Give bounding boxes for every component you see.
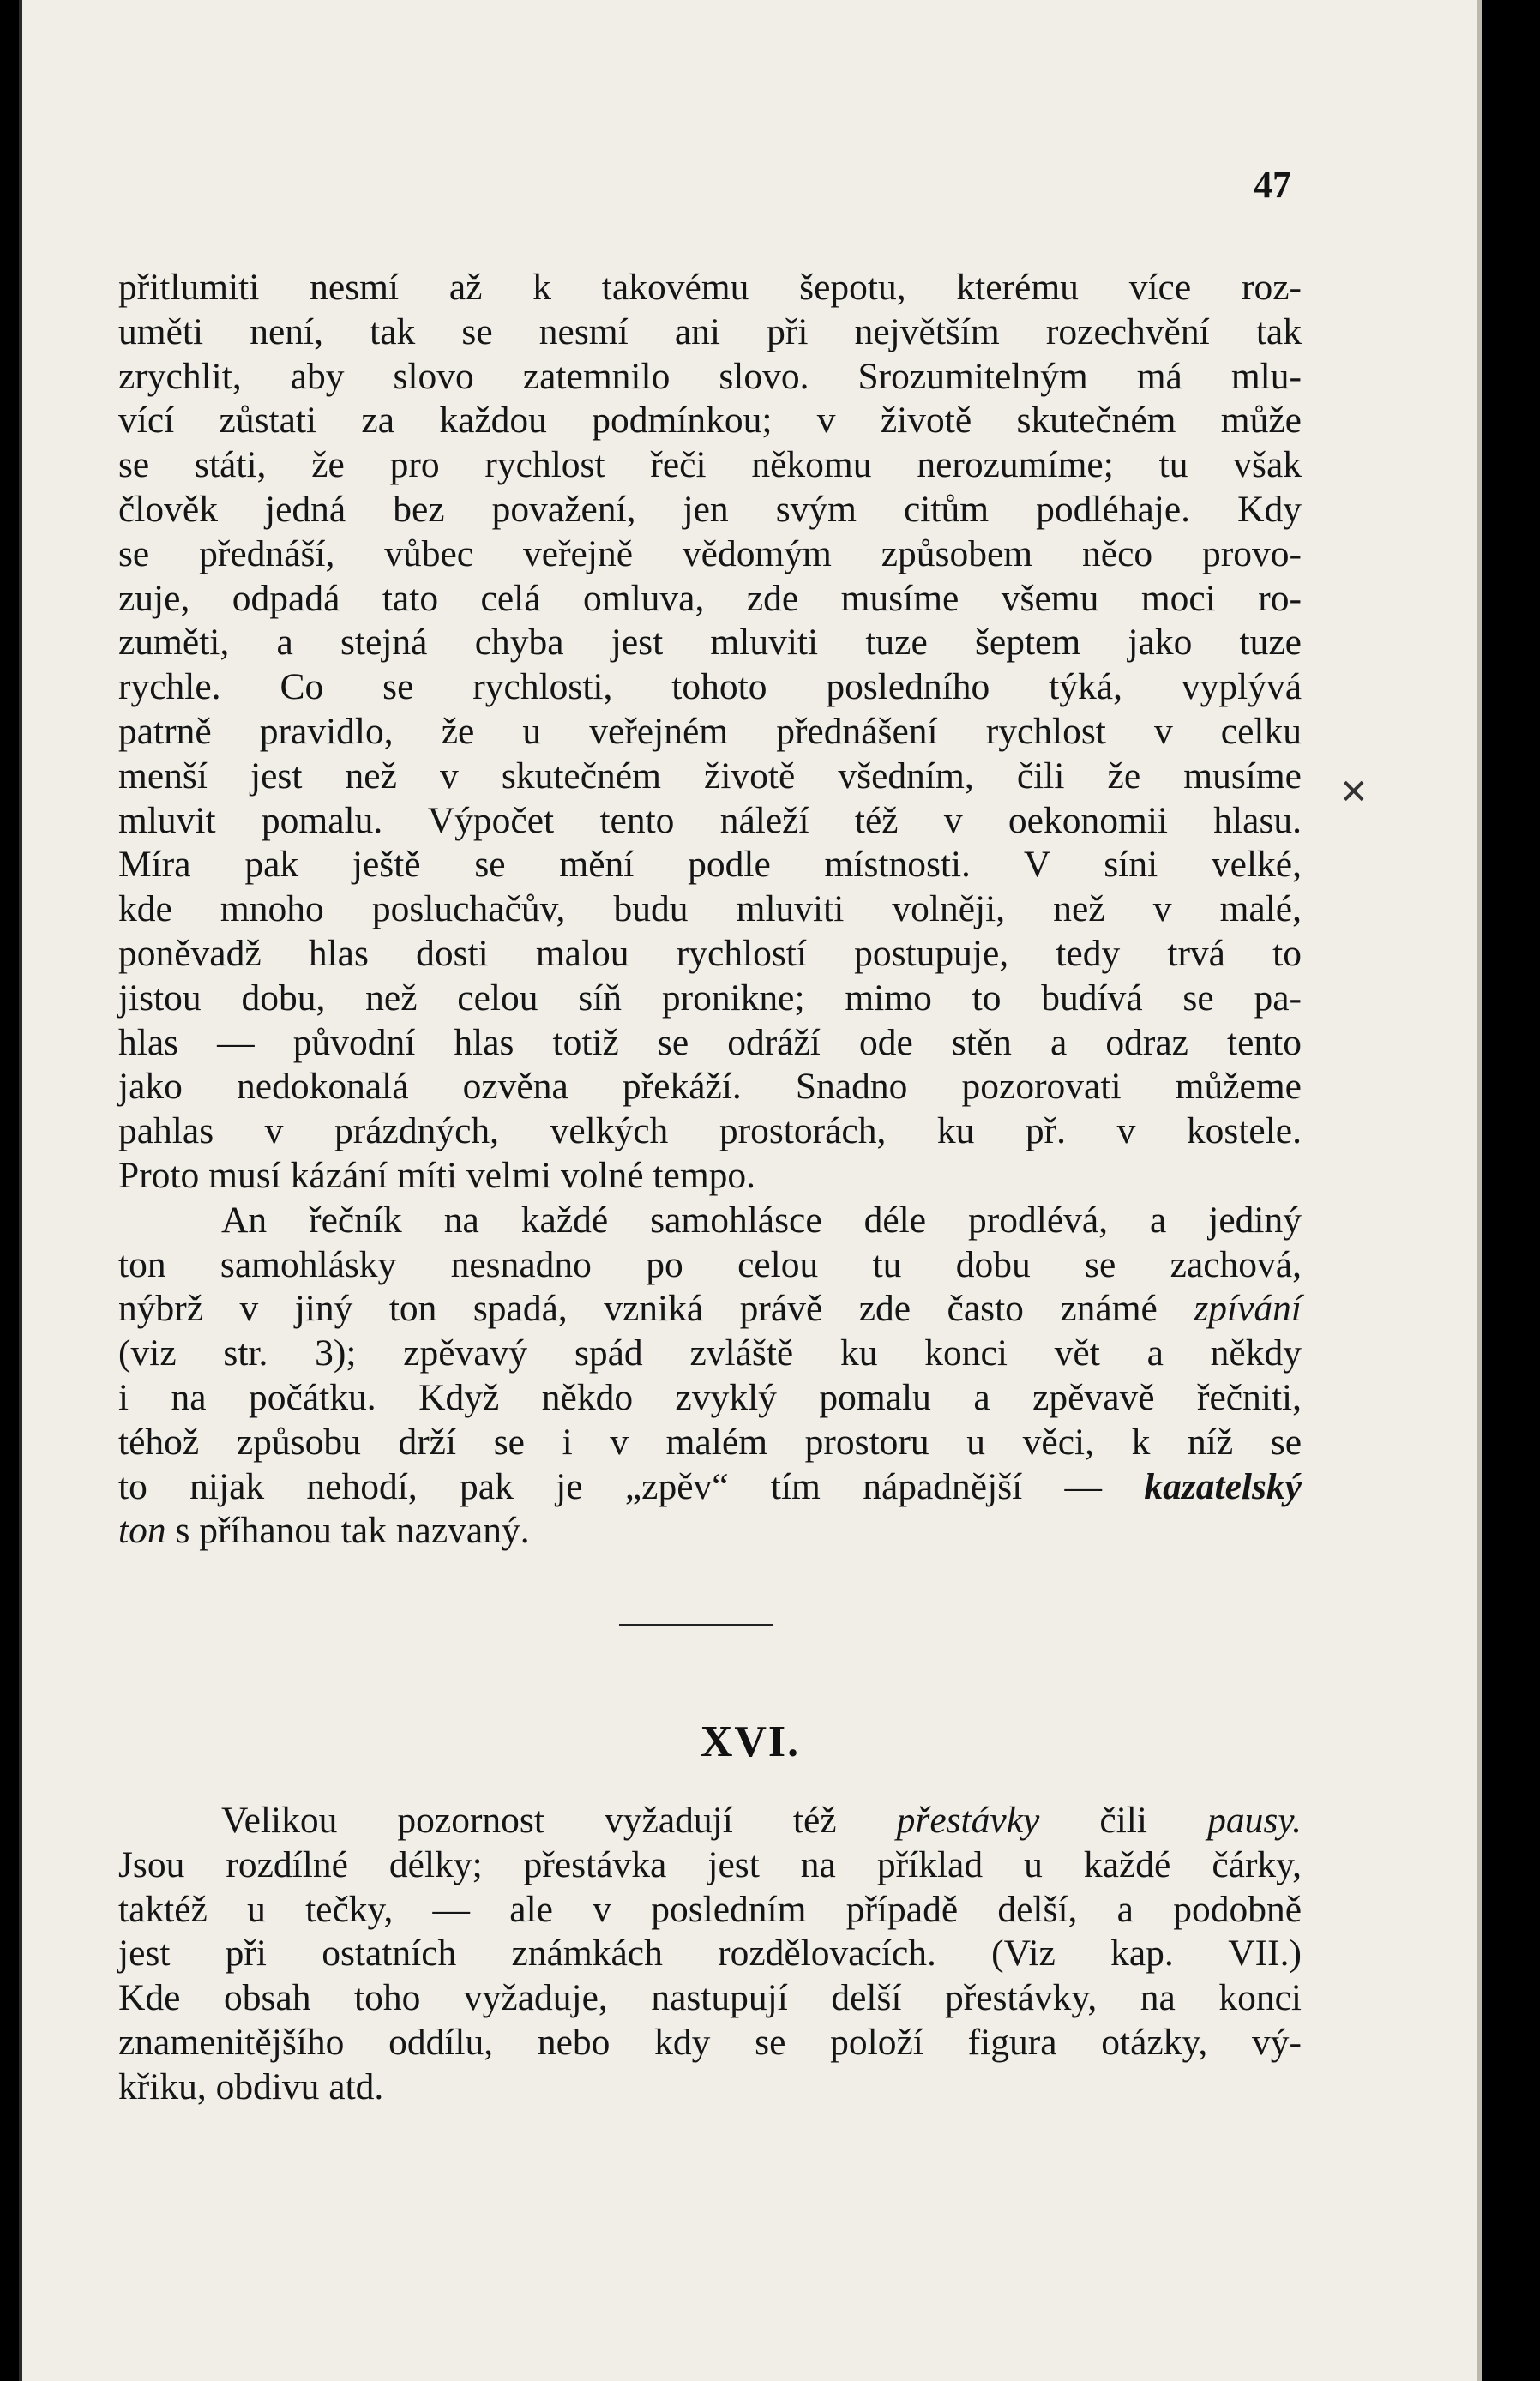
text-line: poněvadž hlas dosti malou rychlostí postupuje, tedy trvá to xyxy=(118,932,1302,974)
text-line: kde mnoho posluchačův, budu mluviti volněji, než v malé, xyxy=(118,888,1302,930)
text-line: hlas — původní hlas totiž se odráží ode stěn a odraz tento xyxy=(118,1021,1302,1063)
text-line: znamenitějšího oddílu, nebo kdy se položí figura otázky, vý- xyxy=(118,2021,1302,2063)
text-line: zrychlit, aby slovo zatemnilo slovo. Srozumitelným má mlu- xyxy=(118,355,1302,397)
text-fragment: s příhanou tak nazvaný. xyxy=(175,1510,530,1552)
text-line: Proto musí kázání míti velmi volné tempo. xyxy=(118,1154,756,1196)
main-text xyxy=(118,266,1302,1554)
text-fragment: čili xyxy=(1099,1800,1147,1841)
text-line xyxy=(118,1465,1302,1510)
text-line: Kde obsah toho vyžaduje, nastupují delší přestávky, na konci xyxy=(118,1977,1302,2019)
text-fragment: nýbrž v jiný ton spadá, vzniká právě zde často známé xyxy=(118,1288,1158,1330)
text-line: zuje, odpadá tato celá omluva, zde musíme všemu moci ro- xyxy=(118,577,1302,619)
text-line: se přednáší, vůbec veřejně vědomým způsobem něco provo- xyxy=(118,532,1302,574)
text-fragment: Velikou pozornost vyžadují též xyxy=(221,1800,837,1841)
text-line: vící zůstati za každou podmínkou; v životě skutečném může xyxy=(118,400,1302,442)
text-line xyxy=(118,1509,1302,1554)
text-line: se státi, že pro rychlost řeči někomu nerozumíme; tu však xyxy=(118,444,1302,486)
text-line: mluvit pomalu. Výpočet tento náleží též v oekonomii hlasu. xyxy=(118,799,1302,841)
text-line: zuměti, a stejná chyba jest mluviti tuze šeptem jako tuze xyxy=(118,622,1302,664)
text-line: téhož způsobu drží se i v malém prostoru u věci, k níž se xyxy=(118,1421,1302,1463)
italic-term: přestávky xyxy=(896,1800,1040,1841)
italic-term: zpívání xyxy=(1194,1288,1302,1330)
text-fragment: to nijak nehodí, pak je „zpěv“ tím nápadnější — xyxy=(118,1465,1103,1507)
text-line: uměti není, tak se nesmí ani při největším rozechvění tak xyxy=(118,310,1302,352)
text-line: menší jest než v skutečném životě všedním, čili že musíme xyxy=(118,755,1302,797)
text-line: An řečník na každé samohlásce déle prodlévá, a jediný xyxy=(221,1199,1302,1241)
text-line: rychle. Co se rychlosti, tohoto posledního týká, vyplývá xyxy=(118,666,1302,708)
text-line: Jsou rozdílné délky; přestávka jest na příklad u každé čárky, xyxy=(118,1843,1302,1885)
text-line xyxy=(118,1287,1302,1332)
italic-term: pausy. xyxy=(1207,1800,1302,1841)
text-line: (viz str. 3); zpěvavý spád zvláště ku konci vět a někdy xyxy=(118,1332,1302,1374)
section-heading: XVI. xyxy=(700,1717,801,1766)
text-line: ton samohlásky nesnadno po celou tu dobu se zachová, xyxy=(118,1243,1302,1285)
text-line: jest při ostatních známkách rozdělovacích. (Viz kap. VII.) xyxy=(118,1933,1302,1975)
text-line: člověk jedná bez považení, jen svým citům podléhaje. Kdy xyxy=(118,488,1302,530)
section-text xyxy=(118,1799,1302,2110)
book-page xyxy=(19,0,1482,2381)
text-line: jistou dobu, než celou síň pronikne; mimo to budívá se pa- xyxy=(118,977,1302,1019)
text-line: taktéž u tečky, — ale v posledním případě delší, a podobně xyxy=(118,1888,1302,1930)
section-divider xyxy=(619,1624,773,1626)
italic-term: kazatelský xyxy=(1144,1465,1302,1507)
text-line: patrně pravidlo, že u veřejném přednášení rychlost v celku xyxy=(118,710,1302,752)
page-edge xyxy=(19,0,22,2381)
italic-term: ton xyxy=(118,1510,166,1552)
text-line: pahlas v prázdných, velkých prostorách, ku př. v kostele. xyxy=(118,1110,1302,1152)
text-line: přitlumiti nesmí až k takovému šepotu, kterému více roz- xyxy=(118,267,1302,308)
text-line xyxy=(118,1799,1302,1843)
text-line: jako nedokonalá ozvěna překáží. Snadno pozorovati můžeme xyxy=(118,1066,1302,1108)
text-line: Míra pak ještě se mění podle místnosti. V síni velké, xyxy=(118,844,1302,886)
text-line: křiku, obdivu atd. xyxy=(118,2065,384,2107)
page-number: 47 xyxy=(1254,164,1291,206)
text-line: i na počátku. Když někdo zvyklý pomalu a zpěvavě řečniti, xyxy=(118,1376,1302,1418)
pencil-mark-icon: ✕ xyxy=(1339,773,1369,811)
